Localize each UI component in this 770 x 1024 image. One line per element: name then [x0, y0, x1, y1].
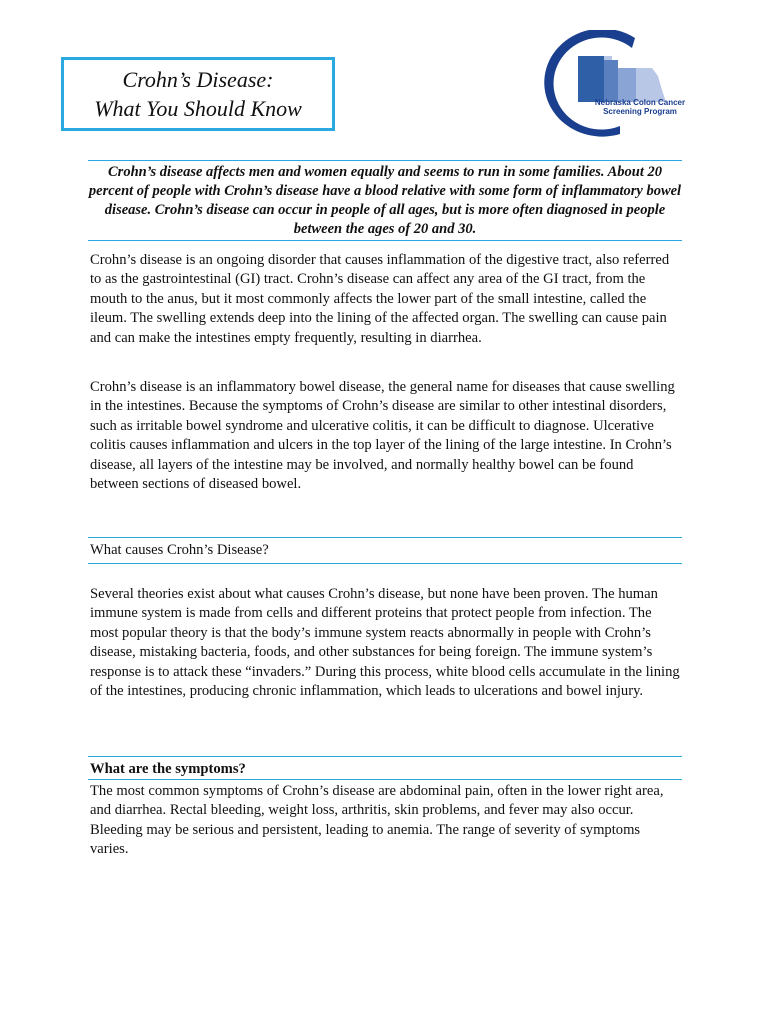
- heading-symptoms: What are the symptoms?: [90, 761, 246, 777]
- paragraph-3: Several theories exist about what causes Crohn’s disease, but none have been proven. The human immune system is made from cells and different proteins that protect people from infection. The most popular theory is that the body’s immune system reacts abnormally in people with Crohn’s disease, mistaking bacteria, foods, and other substances for being foreign. The immune system’s response is to attack these “invaders.” During this process, white blood cells accumulate in the lining of the intestines, producing chronic inflammation, which leads to ulcerations and bowel injury.: [90, 586, 680, 700]
- title-line-2: What You Should Know: [94, 96, 302, 121]
- intro-text: Crohn’s disease affects men and women equally and seems to run in some families. About 20 percent of people with Crohn’s disease have a blood relative with some form of inflammatory bowel disease. Crohn’s disease can occur in people of all ages, but is more often diagnosed in people between the ages of 20 and 30.: [88, 164, 682, 237]
- logo-line-2: Screening Program: [603, 107, 677, 116]
- logo-line-1: Nebraska Colon Cancer: [594, 98, 686, 107]
- paragraph-1: Crohn’s disease is an ongoing disorder that causes inflammation of the digestive tract, also referred to as the gastrointestinal (GI) tract. Crohn’s disease can affect any area of the GI tract, from the mouth to the anus, but it most commonly affects the lower part of the small intestine, called the ileum. The swelling extends deep into the lining of the affected organ. The swelling can cause pain and can make the intestines empty frequently, resulting in diarrhea.: [90, 252, 670, 346]
- title-line-1: Crohn’s Disease:: [122, 67, 274, 92]
- heading-causes: What causes Crohn’s Disease?: [90, 542, 269, 558]
- divider: [88, 756, 682, 757]
- paragraph-4: The most common symptoms of Crohn’s disease are abdominal pain, often in the lower right area, and diarrhea. Rectal bleeding, weight loss, arthritis, skin problems, and fever may also occur. Bleeding may be serious and persistent, leading to anemia. The range of severity of symptoms varies.: [90, 783, 664, 858]
- title-box: [61, 57, 335, 131]
- nebraska-logo: [540, 30, 690, 140]
- divider: [88, 240, 682, 241]
- logo-text: [590, 98, 690, 116]
- divider: [88, 537, 682, 538]
- divider: [88, 779, 682, 780]
- divider: [88, 160, 682, 161]
- divider: [88, 563, 682, 564]
- paragraph-2: Crohn’s disease is an inflammatory bowel disease, the general name for diseases that cause swelling in the intestines. Because the symptoms of Crohn’s disease are similar to other intestinal disorders, such as irritable bowel syndrome and ulcerative colitis, it can be difficult to diagnose. Ulcerative colitis causes inflammation and ulcers in the top layer of the lining of the large intestine. In Crohn’s disease, all layers of the intestine may be involved, and normally healthy bowel can be found between sections of diseased bowel.: [90, 379, 675, 493]
